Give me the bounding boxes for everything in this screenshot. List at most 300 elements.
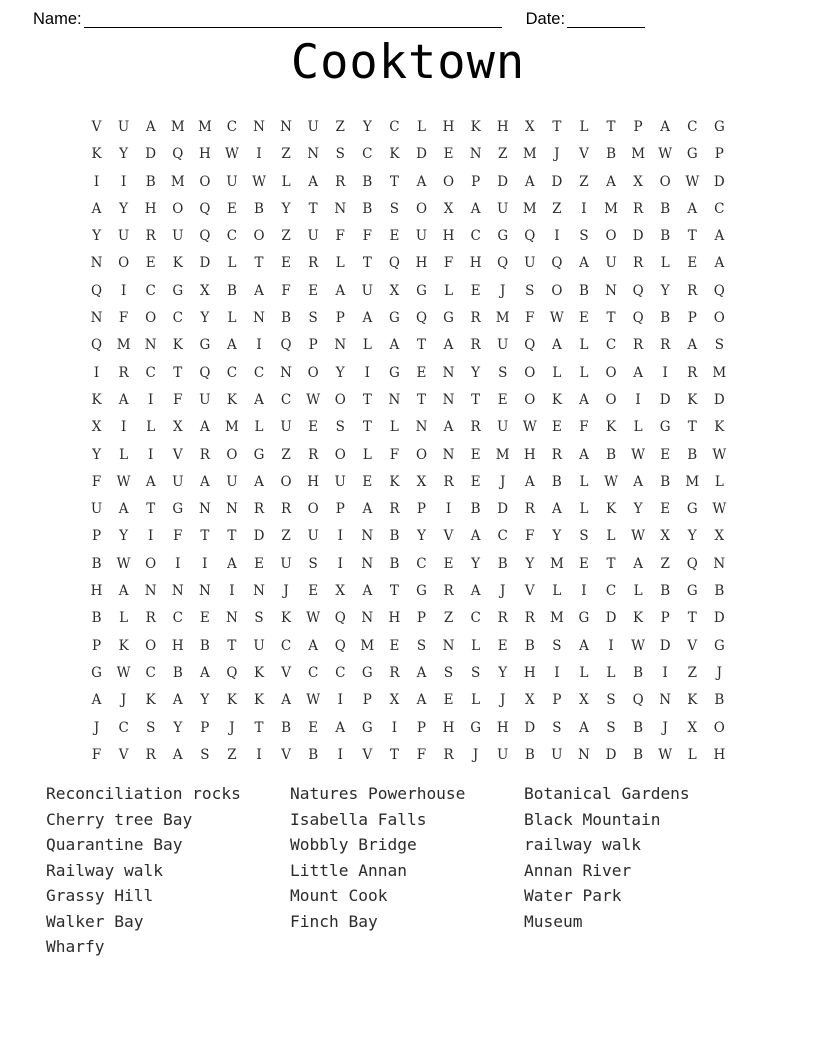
grid-cell[interactable]: W xyxy=(116,555,131,572)
grid-cell[interactable]: V xyxy=(524,583,535,600)
grid-cell[interactable]: D xyxy=(713,391,725,408)
grid-cell[interactable]: V xyxy=(687,637,698,654)
grid-cell[interactable]: O xyxy=(226,446,238,463)
grid-cell[interactable]: O xyxy=(145,310,157,327)
grid-cell[interactable]: E xyxy=(443,555,454,572)
grid-cell[interactable]: S xyxy=(606,719,616,736)
grid-cell[interactable]: P xyxy=(91,637,102,654)
grid-cell[interactable]: D xyxy=(145,146,157,163)
grid-cell[interactable]: V xyxy=(443,528,454,545)
grid-cell[interactable]: A xyxy=(362,501,373,518)
grid-cell[interactable]: W xyxy=(252,173,266,190)
grid-cell[interactable]: T xyxy=(606,555,616,572)
grid-cell[interactable]: Y xyxy=(471,555,481,572)
grid-cell[interactable]: I xyxy=(256,337,262,354)
grid-cell[interactable]: E xyxy=(497,637,508,654)
grid-cell[interactable]: R xyxy=(199,446,210,463)
word-list-item[interactable]: Isabella Falls xyxy=(290,809,427,829)
grid-cell[interactable]: I xyxy=(608,637,614,654)
grid-cell[interactable]: J xyxy=(472,746,479,763)
grid-cell[interactable]: C xyxy=(605,583,617,600)
grid-cell[interactable]: L xyxy=(552,364,562,381)
grid-cell[interactable]: R xyxy=(308,255,319,272)
grid-cell[interactable]: J xyxy=(283,583,289,600)
grid-cell[interactable]: E xyxy=(308,282,319,299)
grid-cell[interactable]: F xyxy=(173,528,183,545)
grid-cell[interactable]: T xyxy=(687,610,697,627)
grid-cell[interactable]: T xyxy=(687,419,697,436)
grid-cell[interactable]: S xyxy=(552,719,562,736)
grid-cell[interactable]: R xyxy=(335,173,346,190)
grid-cell[interactable]: J xyxy=(93,719,100,736)
grid-cell[interactable]: Y xyxy=(173,719,183,736)
word-list-item[interactable]: Grassy Hill xyxy=(46,886,154,905)
grid-cell[interactable]: X xyxy=(687,719,698,736)
grid-cell[interactable]: W xyxy=(549,310,564,327)
grid-cell[interactable]: A xyxy=(687,200,698,217)
grid-cell[interactable]: L xyxy=(714,473,724,490)
grid-cell[interactable]: X xyxy=(524,119,535,135)
grid-cell[interactable]: K xyxy=(551,391,562,408)
grid-cell[interactable]: L xyxy=(660,255,670,272)
grid-cell[interactable]: C xyxy=(145,664,156,681)
grid-cell[interactable]: T xyxy=(389,746,399,763)
grid-cell[interactable]: Q xyxy=(226,664,238,681)
grid-cell[interactable]: B xyxy=(524,746,535,763)
word-list-item[interactable]: Wobbly Bridge xyxy=(290,835,417,854)
grid-cell[interactable]: C xyxy=(307,664,319,681)
grid-cell[interactable]: G xyxy=(713,119,725,135)
grid-cell[interactable]: N xyxy=(442,637,455,654)
grid-cell[interactable]: E xyxy=(308,419,319,436)
grid-cell[interactable]: W xyxy=(631,446,646,463)
grid-cell[interactable]: H xyxy=(442,719,455,736)
grid-cell[interactable]: A xyxy=(199,419,210,436)
grid-cell[interactable]: Z xyxy=(227,746,237,763)
grid-cell[interactable]: L xyxy=(444,282,454,299)
grid-cell[interactable]: P xyxy=(308,337,318,354)
grid-cell[interactable]: N xyxy=(307,146,320,163)
grid-cell[interactable]: X xyxy=(91,419,102,436)
grid-cell[interactable]: K xyxy=(687,391,698,408)
grid-cell[interactable]: B xyxy=(281,719,292,736)
grid-cell[interactable]: E xyxy=(199,610,210,627)
grid-cell[interactable]: A xyxy=(227,337,237,354)
grid-cell[interactable]: U xyxy=(497,746,509,763)
grid-cell[interactable]: Y xyxy=(525,555,535,572)
grid-cell[interactable]: L xyxy=(416,119,426,135)
grid-cell[interactable]: Q xyxy=(199,364,211,381)
grid-cell[interactable]: Q xyxy=(632,282,644,299)
grid-cell[interactable]: B xyxy=(389,528,400,545)
word-list-item[interactable]: Finch Bay xyxy=(290,911,378,931)
grid-cell[interactable]: A xyxy=(579,719,589,736)
grid-cell[interactable]: S xyxy=(146,719,156,736)
grid-cell[interactable]: Q xyxy=(91,282,103,299)
grid-cell[interactable]: N xyxy=(713,555,726,572)
grid-cell[interactable]: I xyxy=(256,146,262,163)
grid-cell[interactable]: U xyxy=(497,200,509,217)
grid-cell[interactable]: N xyxy=(253,119,265,135)
grid-cell[interactable]: S xyxy=(579,228,589,245)
grid-cell[interactable]: D xyxy=(416,146,427,163)
grid-cell[interactable]: I xyxy=(662,664,668,681)
grid-cell[interactable]: N xyxy=(388,391,401,408)
grid-cell[interactable]: Y xyxy=(119,146,129,163)
grid-cell[interactable]: I xyxy=(93,173,100,190)
grid-cell[interactable]: N xyxy=(198,583,211,600)
grid-cell[interactable]: H xyxy=(496,719,509,736)
grid-cell[interactable]: N xyxy=(605,282,617,299)
grid-cell[interactable]: L xyxy=(227,310,237,327)
grid-cell[interactable]: N xyxy=(280,364,292,381)
grid-cell[interactable]: O xyxy=(334,391,346,408)
grid-cell[interactable]: L xyxy=(471,637,481,654)
grid-cell[interactable]: W xyxy=(306,692,321,709)
grid-cell[interactable]: K xyxy=(605,501,617,518)
grid-cell[interactable]: U xyxy=(361,282,374,299)
grid-cell[interactable]: H xyxy=(198,146,211,163)
grid-cell[interactable]: D xyxy=(199,255,211,272)
grid-cell[interactable]: T xyxy=(471,391,481,408)
grid-cell[interactable]: A xyxy=(145,119,156,135)
grid-cell[interactable]: B xyxy=(91,610,102,627)
grid-cell[interactable]: Z xyxy=(687,664,697,681)
word-list-item[interactable]: Mount Cook xyxy=(290,886,388,905)
grid-cell[interactable]: B xyxy=(470,501,481,518)
grid-cell[interactable]: M xyxy=(549,610,564,627)
grid-cell[interactable]: S xyxy=(471,664,481,681)
grid-cell[interactable]: L xyxy=(335,255,345,272)
grid-cell[interactable]: I xyxy=(148,391,154,408)
grid-cell[interactable]: Y xyxy=(498,664,508,681)
grid-cell[interactable]: A xyxy=(579,255,589,272)
grid-cell[interactable]: U xyxy=(172,473,184,490)
grid-cell[interactable]: P xyxy=(714,146,724,163)
grid-cell[interactable]: S xyxy=(714,337,724,354)
grid-cell[interactable]: I xyxy=(662,364,668,381)
grid-cell[interactable]: J xyxy=(500,692,506,709)
grid-cell[interactable]: L xyxy=(579,337,589,354)
grid-cell[interactable]: F xyxy=(118,310,129,327)
grid-cell[interactable]: S xyxy=(335,146,345,163)
grid-cell[interactable]: G xyxy=(470,719,482,736)
grid-cell[interactable]: J xyxy=(554,146,560,163)
grid-cell[interactable]: M xyxy=(495,446,510,463)
grid-cell[interactable]: R xyxy=(524,610,535,627)
grid-cell[interactable]: A xyxy=(254,282,264,299)
grid-cell[interactable]: R xyxy=(687,364,698,381)
grid-cell[interactable]: E xyxy=(145,255,156,272)
grid-cell[interactable]: K xyxy=(91,391,102,408)
grid-cell[interactable]: D xyxy=(659,637,671,654)
grid-cell[interactable]: P xyxy=(633,119,643,135)
grid-cell[interactable]: W xyxy=(306,610,321,627)
grid-cell[interactable]: Q xyxy=(334,637,346,654)
grid-cell[interactable]: Z xyxy=(660,555,670,572)
grid-cell[interactable]: D xyxy=(253,528,265,545)
word-list-item[interactable]: Quarantine Bay xyxy=(46,835,183,854)
grid-cell[interactable]: O xyxy=(415,446,428,463)
grid-cell[interactable]: R xyxy=(470,419,481,436)
grid-cell[interactable]: A xyxy=(524,173,535,190)
grid-cell[interactable]: F xyxy=(525,528,535,545)
grid-cell[interactable]: B xyxy=(606,146,616,163)
grid-cell[interactable]: A xyxy=(633,364,643,381)
grid-cell[interactable]: V xyxy=(118,746,129,763)
grid-cell[interactable]: H xyxy=(171,637,184,654)
grid-cell[interactable]: F xyxy=(362,228,372,245)
grid-cell[interactable]: E xyxy=(443,146,454,163)
grid-cell[interactable]: B xyxy=(551,473,562,490)
grid-cell[interactable]: N xyxy=(415,419,428,436)
grid-cell[interactable]: I xyxy=(581,200,587,217)
grid-cell[interactable]: T xyxy=(687,228,697,245)
grid-cell[interactable]: Y xyxy=(660,282,670,299)
grid-cell[interactable]: T xyxy=(254,719,264,736)
grid-cell[interactable]: K xyxy=(226,391,237,408)
grid-cell[interactable]: R xyxy=(389,501,400,518)
grid-cell[interactable]: H xyxy=(523,446,536,463)
grid-cell[interactable]: T xyxy=(389,583,399,600)
grid-cell[interactable]: I xyxy=(554,228,560,245)
grid-cell[interactable]: I xyxy=(337,555,343,572)
grid-cell[interactable]: V xyxy=(172,446,183,463)
grid-cell[interactable]: Y xyxy=(471,364,481,381)
grid-cell[interactable]: R xyxy=(633,337,644,354)
grid-cell[interactable]: H xyxy=(496,119,509,135)
grid-cell[interactable]: H xyxy=(307,473,320,490)
grid-cell[interactable]: B xyxy=(172,664,183,681)
grid-cell[interactable]: Z xyxy=(281,228,291,245)
grid-cell[interactable]: M xyxy=(685,473,700,490)
grid-cell[interactable]: I xyxy=(229,583,235,600)
grid-cell[interactable]: C xyxy=(226,228,238,245)
grid-cell[interactable]: Y xyxy=(119,528,129,545)
grid-cell[interactable]: M xyxy=(170,173,185,190)
grid-cell[interactable]: G xyxy=(199,337,211,354)
grid-cell[interactable]: G xyxy=(686,583,698,600)
grid-cell[interactable]: Z xyxy=(335,119,345,135)
grid-cell[interactable]: B xyxy=(308,746,319,763)
grid-cell[interactable]: A xyxy=(118,391,129,408)
grid-cell[interactable]: X xyxy=(389,692,400,709)
grid-cell[interactable]: O xyxy=(605,364,617,381)
grid-cell[interactable]: M xyxy=(495,310,510,327)
grid-cell[interactable]: G xyxy=(686,501,698,518)
grid-cell[interactable]: L xyxy=(687,746,697,763)
grid-cell[interactable]: C xyxy=(389,119,400,135)
grid-cell[interactable]: P xyxy=(335,501,345,518)
grid-cell[interactable]: F xyxy=(91,473,102,490)
grid-cell[interactable]: T xyxy=(227,528,237,545)
grid-cell[interactable]: N xyxy=(226,501,238,518)
grid-cell[interactable]: I xyxy=(93,364,100,381)
grid-cell[interactable]: D xyxy=(659,391,671,408)
grid-cell[interactable]: H xyxy=(388,610,401,627)
grid-cell[interactable]: T xyxy=(200,528,210,545)
grid-cell[interactable]: F xyxy=(443,255,454,272)
grid-cell[interactable]: Q xyxy=(199,228,211,245)
grid-cell[interactable]: G xyxy=(443,310,454,327)
word-list-item[interactable]: Museum xyxy=(524,911,583,931)
grid-cell[interactable]: I xyxy=(554,664,560,681)
grid-cell[interactable]: A xyxy=(281,692,291,709)
grid-cell[interactable]: A xyxy=(633,473,643,490)
grid-cell[interactable]: V xyxy=(91,119,102,135)
grid-cell[interactable]: V xyxy=(362,746,373,763)
grid-cell[interactable]: O xyxy=(551,282,563,299)
grid-cell[interactable]: F xyxy=(173,391,183,408)
grid-cell[interactable]: O xyxy=(307,501,319,518)
grid-cell[interactable]: W xyxy=(116,473,131,490)
grid-cell[interactable]: G xyxy=(172,501,184,518)
grid-cell[interactable]: Y xyxy=(200,310,210,327)
grid-cell[interactable]: R xyxy=(443,746,454,763)
grid-cell[interactable]: A xyxy=(308,637,319,654)
grid-cell[interactable]: G xyxy=(686,146,698,163)
grid-cell[interactable]: Z xyxy=(498,146,508,163)
grid-cell[interactable]: A xyxy=(172,692,183,709)
grid-cell[interactable]: M xyxy=(360,637,375,654)
grid-cell[interactable]: L xyxy=(119,446,129,463)
grid-cell[interactable]: W xyxy=(631,528,646,545)
grid-cell[interactable]: Q xyxy=(199,200,211,217)
grid-cell[interactable]: N xyxy=(90,255,103,272)
grid-cell[interactable]: O xyxy=(524,364,536,381)
grid-cell[interactable]: B xyxy=(633,664,644,681)
grid-cell[interactable]: L xyxy=(362,337,372,354)
grid-cell[interactable]: B xyxy=(660,228,671,245)
grid-cell[interactable]: U xyxy=(497,419,509,436)
grid-cell[interactable]: K xyxy=(605,419,617,436)
grid-cell[interactable]: L xyxy=(579,473,589,490)
grid-cell[interactable]: V xyxy=(281,664,291,681)
grid-cell[interactable]: X xyxy=(172,419,183,436)
word-list-item[interactable]: Reconciliation rocks xyxy=(46,784,241,803)
word-list-item[interactable]: Natures Powerhouse xyxy=(290,784,466,803)
grid-cell[interactable]: R xyxy=(281,501,292,518)
grid-cell[interactable]: Z xyxy=(552,200,562,217)
grid-cell[interactable]: P xyxy=(416,610,427,627)
grid-cell[interactable]: G xyxy=(389,364,400,381)
grid-cell[interactable]: S xyxy=(254,610,264,627)
grid-cell[interactable]: Q xyxy=(632,310,644,327)
grid-cell[interactable]: P xyxy=(200,719,210,736)
grid-cell[interactable]: A xyxy=(524,473,535,490)
grid-cell[interactable]: A xyxy=(335,719,346,736)
grid-cell[interactable]: P xyxy=(416,501,427,518)
grid-cell[interactable]: A xyxy=(416,173,427,190)
grid-cell[interactable]: N xyxy=(90,310,103,327)
grid-cell[interactable]: K xyxy=(687,692,698,709)
grid-cell[interactable]: E xyxy=(470,446,481,463)
grid-cell[interactable]: Q xyxy=(497,255,509,272)
grid-cell[interactable]: K xyxy=(91,146,102,163)
grid-cell[interactable]: A xyxy=(660,119,671,135)
grid-cell[interactable]: G xyxy=(361,664,373,681)
grid-cell[interactable]: Y xyxy=(687,528,697,545)
grid-cell[interactable]: I xyxy=(256,746,262,763)
grid-cell[interactable]: I xyxy=(148,528,154,545)
grid-cell[interactable]: O xyxy=(334,446,346,463)
grid-cell[interactable]: A xyxy=(470,583,481,600)
grid-cell[interactable]: F xyxy=(579,419,589,436)
grid-cell[interactable]: P xyxy=(362,692,372,709)
grid-cell[interactable]: R xyxy=(145,746,156,763)
grid-cell[interactable]: U xyxy=(307,528,319,545)
grid-cell[interactable]: J xyxy=(500,583,506,600)
grid-cell[interactable]: A xyxy=(362,583,373,600)
grid-cell[interactable]: A xyxy=(470,200,481,217)
grid-cell[interactable]: A xyxy=(579,446,589,463)
grid-cell[interactable]: N xyxy=(361,610,374,627)
grid-cell[interactable]: N xyxy=(659,692,672,709)
grid-cell[interactable]: W xyxy=(631,637,646,654)
grid-cell[interactable]: C xyxy=(118,719,129,736)
grid-cell[interactable]: X xyxy=(200,282,210,299)
grid-cell[interactable]: R xyxy=(470,337,481,354)
grid-cell[interactable]: C xyxy=(470,228,481,245)
grid-cell[interactable]: R xyxy=(633,255,644,272)
grid-cell[interactable]: G xyxy=(389,310,400,327)
grid-cell[interactable]: F xyxy=(525,310,535,327)
grid-cell[interactable]: V xyxy=(281,746,291,763)
grid-cell[interactable]: U xyxy=(551,746,563,763)
grid-cell[interactable]: K xyxy=(389,473,400,490)
grid-cell[interactable]: W xyxy=(522,419,537,436)
grid-cell[interactable]: K xyxy=(253,692,265,709)
grid-cell[interactable]: M xyxy=(225,419,239,436)
grid-cell[interactable]: K xyxy=(281,610,292,627)
grid-cell[interactable]: S xyxy=(606,692,616,709)
grid-cell[interactable]: H xyxy=(713,746,726,763)
grid-cell[interactable]: Z xyxy=(579,173,589,190)
grid-cell[interactable]: K xyxy=(172,255,183,272)
grid-cell[interactable]: B xyxy=(633,746,644,763)
grid-cell[interactable]: E xyxy=(470,473,481,490)
grid-cell[interactable]: L xyxy=(254,419,264,436)
grid-cell[interactable]: C xyxy=(145,282,156,299)
grid-cell[interactable]: A xyxy=(335,282,346,299)
word-list-item[interactable]: Cherry tree Bay xyxy=(46,809,193,829)
grid-cell[interactable]: U xyxy=(226,473,238,490)
grid-cell[interactable]: I xyxy=(581,583,587,600)
grid-cell[interactable]: W xyxy=(712,501,727,518)
grid-cell[interactable]: T xyxy=(362,255,372,272)
grid-cell[interactable]: M xyxy=(116,337,131,354)
grid-cell[interactable]: Y xyxy=(92,446,101,463)
grid-cell[interactable]: R xyxy=(443,473,454,490)
grid-cell[interactable]: L xyxy=(552,583,562,600)
grid-cell[interactable]: U xyxy=(253,637,265,654)
grid-cell[interactable]: C xyxy=(172,310,183,327)
grid-cell[interactable]: U xyxy=(605,255,617,272)
grid-cell[interactable]: C xyxy=(280,391,292,408)
grid-cell[interactable]: L xyxy=(633,583,643,600)
grid-cell[interactable]: S xyxy=(579,528,589,545)
grid-cell[interactable]: S xyxy=(552,637,562,654)
grid-cell[interactable]: P xyxy=(335,310,345,327)
grid-cell[interactable]: Z xyxy=(281,446,291,463)
grid-cell[interactable]: B xyxy=(362,200,373,217)
grid-cell[interactable]: O xyxy=(524,391,536,408)
grid-cell[interactable]: O xyxy=(659,173,671,190)
grid-cell[interactable]: C xyxy=(470,610,481,627)
grid-cell[interactable]: R xyxy=(389,664,400,681)
grid-cell[interactable]: D xyxy=(497,173,509,190)
grid-cell[interactable]: B xyxy=(660,583,671,600)
